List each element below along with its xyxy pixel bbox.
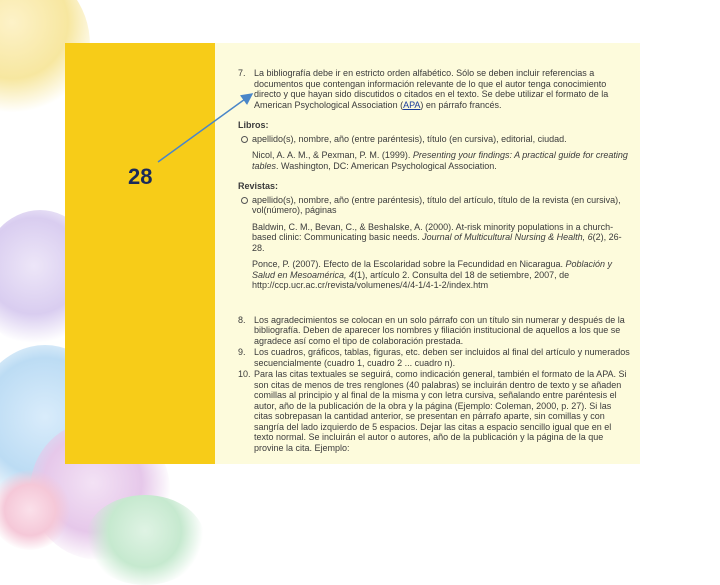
slide-number: 28 bbox=[128, 164, 153, 189]
item-number: 9. bbox=[238, 347, 246, 357]
apa-link[interactable]: APA bbox=[403, 99, 421, 110]
libros-format: apellido(s), nombre, año (entre paréntesis), título (en cursiva), editorial, ciudad. bbox=[238, 134, 630, 145]
revistas-example-2: Ponce, P. (2007). Efecto de la Escolaridad sobre la Fecundidad en Nicaragua. Población y Salud en Mesoamérica, 4(1), artículo 2. Consulta del 18 de setiembre, 2007, de http://ccp.ucr.ac.cr/revista/volumenes/4/4-1/4-1-2/index.htm bbox=[252, 259, 613, 290]
item-text: ) en párrafo francés. bbox=[420, 99, 502, 110]
revistas-heading: Revistas: bbox=[238, 181, 279, 191]
item-text: Los cuadros, gráficos, tablas, figuras, etc. deben ser incluidos al final del artículo y numerados secuencialmente (cuadro 1, cuadro 2 ... cuadro n). bbox=[254, 347, 630, 368]
libros-heading: Libros: bbox=[238, 120, 269, 130]
item-number: 8. bbox=[238, 314, 246, 325]
item-number: 7. bbox=[238, 68, 246, 78]
revistas-example-1: Baldwin, C. M., Bevan, C., & Beshalske, A. (2000). At-risk minority populations in a church-based clinic: Communicating basic needs. Journal of Multicultural Nursing & Health, 6(2), 26-28. bbox=[252, 221, 622, 253]
item-text: La bibliografía debe ir en estricto orden alfabético. Sólo se deben incluir referencias a documentos que contengan información relevante de lo que el autor tenga conocimiento directo y que hayan sido discutidos o citados en el texto. Se debe utilizar el formato de la American Psychological Association ( bbox=[254, 68, 609, 110]
revistas-format: apellido(s), nombre, año (entre paréntesis), título del artículo, título de la revista (en cursiva), vol(número), páginas bbox=[238, 195, 630, 216]
item-text: Para las citas textuales se seguirá, como indicación general, también el formato de la APA. Si son citas de menos de tres renglones (40 palabras) se incluirán dentro de texto y se añaden comillas al principio y al final de la misma y con letra cursiva, señalando entre paréntesis el autor, año de la publicación de la obra y la página (Ejemplo: Coleman, 2000, p. 27). Si las citas sobrepasan la cantidad anterior, se presentan en párrafo aparte, sin comillas y con sangría del lado izquierdo de 5 espacios. Dejar las citas a espacio sencillo igual que en el texto normal. Se incluirán el autor o autores, año de la publicación y la página de la que provine la cita. Ejemplo: bbox=[254, 369, 627, 453]
item-text: Los agradecimientos se colocan en un solo párrafo con un título sin numerar y después de la bibliografía. Deben de aparecer los nombres y filiación institucional de aquellos a los que se agradece así como el tipo de colaboración prestada. bbox=[254, 314, 625, 346]
libros-example: Nicol, A. A. M., & Pexman, P. M. (1999). Presenting your findings: A practical guide for creating tables. Washington, DC: American Psychological Association. bbox=[252, 150, 628, 171]
item-number: 10. bbox=[238, 369, 251, 379]
